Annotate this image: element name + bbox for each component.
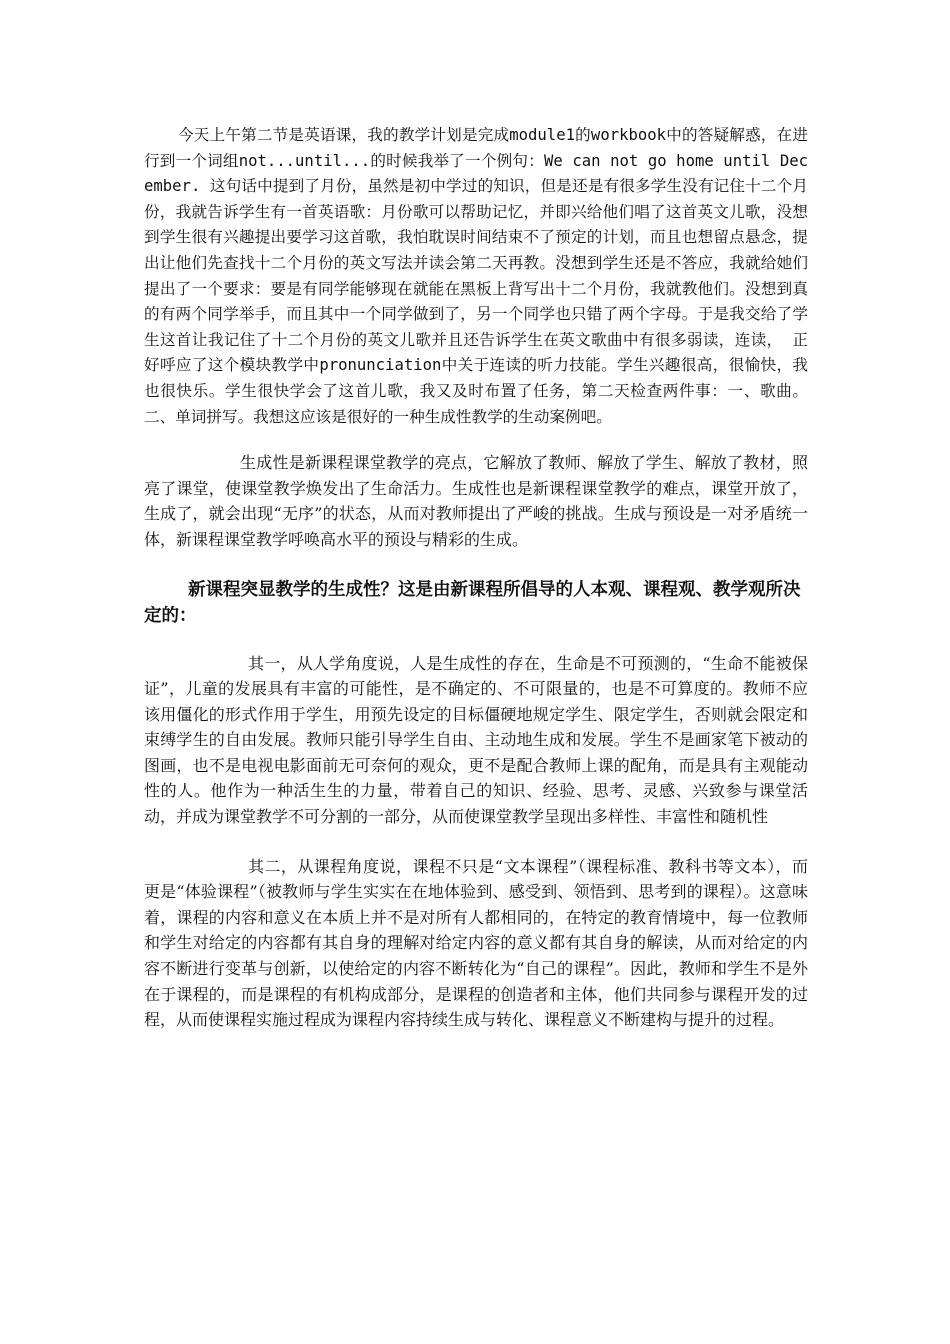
paragraph-humanistic-view: 其一，从人学角度说，人是生成性的存在，生命是不可预测的，“生命不能被保证”，儿童的发展具有丰富的可能性，是不确定的、不可限量的，也是不可算度的。教师不应该用僵化的形式作用于学生，用预先设定的目标僵硬地规定学生、限定学生，否则就会限定和束缚学生的自由发展。教师只能引导学生自由、主动地生成和发展。学生不是画家笔下被动的图画，也不是电视电影面前无可奈何的观众，更不是配合教师上课的配角，而是具有主观能动性的人。他作为一种活生生的力量，带着自己的知识、经验、思考、灵感、兴致参与课堂活动，并成为课堂教学不可分割的一部分，从而使课堂教学呈现出多样性、丰富性和随机性: [144, 653, 808, 827]
paragraph-lesson-case: 今天上午第二节是英语课，我的教学计划是完成module1的workbook中的答疑解惑，在进行到一个词组not...until...的时候我举了一个例句：We can not go home until December. 这句话中提到了月份，虽然是初中学过的知识，但是还是有很多学生没有记住十二个月份，我就告诉学生有一首英语歌：月份歌可以帮助记忆，并即兴给他们唱了这首英文儿歌，没想到学生很有兴趣提出要学习这首歌，我怕耽误时间结束不了预定的计划，而且也想留点悬念，提出让他们先查找十二个月份的英文写法并读会第二天再教。没想到学生还是不答应，我就给她们提出了一个要求：要是有同学能够现在就能在黑板上背写出十二个月份，我就教他们。没想到真的有两个同学举手，而且其中一个同学做到了，另一个同学也只错了两个字母。于是我交给了学生这首让我记住了十二个月份的英文儿歌并且还告诉学生在英文歌曲中有很多弱读，连读， 正好呼应了这个模块教学中pronunciation中关于连读的听力技能。学生兴趣很高，很愉快，我也很快乐。学生很快学会了这首儿歌，我又及时布置了任务，第二天检查两件事：一、歌曲。二、单词拼写。我想这应该是很好的一种生成性教学的生动案例吧。: [144, 126, 808, 426]
paragraph-generativity-intro: 生成性是新课程课堂教学的亮点，它解放了教师、解放了学生、解放了教材，照亮了课堂，使课堂教学焕发出了生命活力。生成性也是新课程课堂教学的难点，课堂开放了，生成了，就会出现“无序”的状态，从而对教师提出了严峻的挑战。生成与预设是一对矛盾统一体，新课程课堂教学呼唤高水平的预设与精彩的生成。: [144, 453, 808, 549]
document-page: [144, 123, 808, 1033]
paragraph-curriculum-view: 其二，从课程角度说，课程不只是“文本课程”（课程标准、教科书等文本），而更是“体验课程”（被教师与学生实实在在地体验到、感受到、领悟到、思考到的课程）。这意味着，课程的内容和意义在本质上并不是对所有人都相同的，在特定的教育情境中，每一位教师和学生对给定的内容都有其自身的理解对给定内容的意义都有其自身的解读，从而对给定的内容不断进行变革与创新，以使给定的内容不断转化为“自己的课程”。因此，教师和学生不是外在于课程的，而是课程的有机构成部分，是课程的创造者和主体，他们共同参与课程开发的过程，从而使课程实施过程成为课程内容持续生成与转化、课程意义不断建构与提升的过程。: [144, 856, 808, 1030]
section-heading: 新课程突显教学的生成性？这是由新课程所倡导的人本观、课程观、教学观所决定的：: [144, 579, 801, 626]
